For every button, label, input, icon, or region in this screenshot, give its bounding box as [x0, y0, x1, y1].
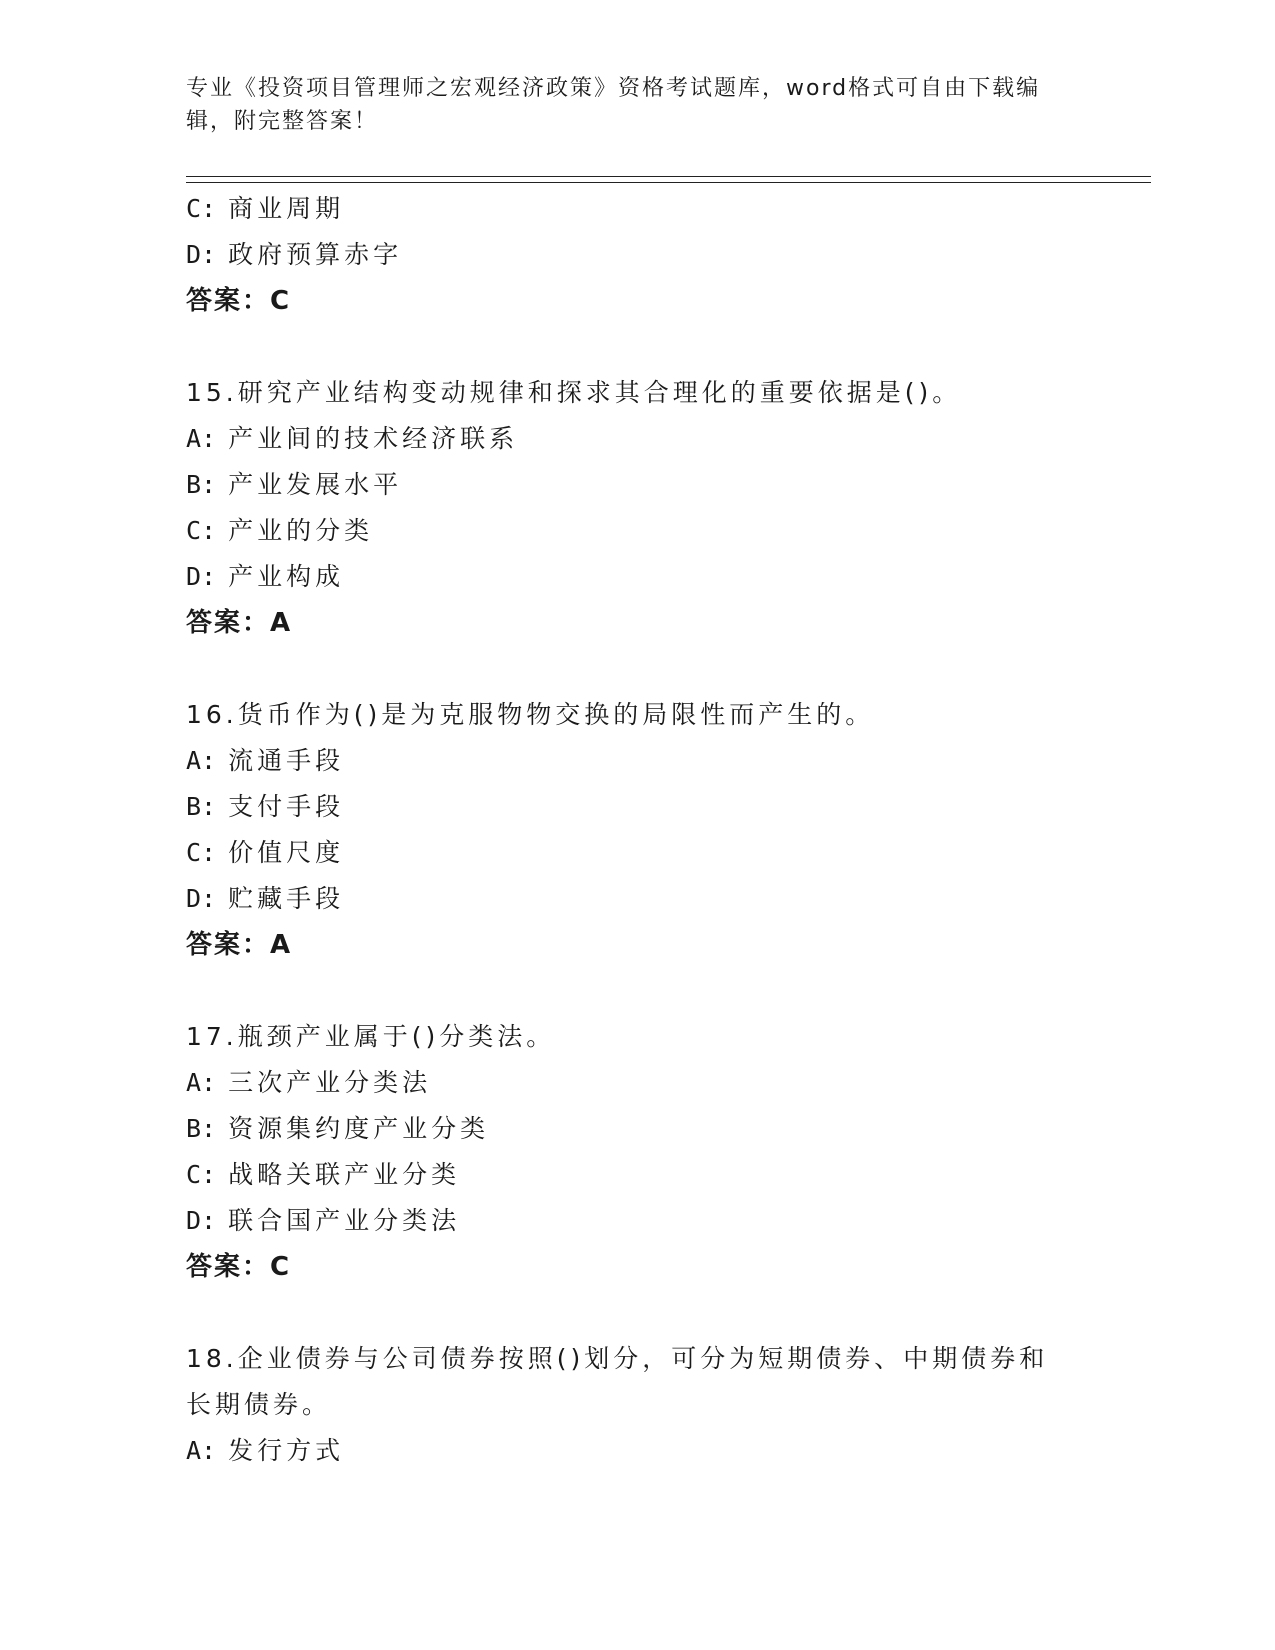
option-text: 产业构成: [228, 562, 345, 591]
option-line: [186, 508, 1086, 554]
option-line: [186, 738, 1086, 784]
option-text: 资源集约度产业分类: [228, 1114, 490, 1143]
option-label: C:: [186, 194, 217, 223]
option-text: 产业的分类: [228, 516, 374, 545]
option-label: D:: [186, 240, 217, 269]
option-label: C:: [186, 1160, 217, 1189]
spacer: [186, 646, 1086, 692]
option-line: [186, 186, 1086, 232]
option-line: [186, 830, 1086, 876]
option-label: A:: [186, 1068, 217, 1097]
option-text: 政府预算赤字: [228, 240, 403, 269]
option-label: B:: [186, 1114, 217, 1143]
option-line: [186, 554, 1086, 600]
option-text: 流通手段: [228, 746, 345, 775]
option-line: [186, 1428, 1086, 1474]
option-label: A:: [186, 746, 217, 775]
answer-line: 答案：C: [186, 1252, 292, 1282]
header-rule-bottom: [186, 182, 1151, 183]
option-label: B:: [186, 470, 217, 499]
option-text: 三次产业分类法: [228, 1068, 432, 1097]
option-line: [186, 232, 1086, 278]
option-label: A:: [186, 424, 217, 453]
option-text: 产业发展水平: [228, 470, 403, 499]
answer-line: 答案：A: [186, 608, 293, 638]
spacer: [186, 1290, 1086, 1336]
question-stem: 16.货币作为()是为克服物物交换的局限性而产生的。: [186, 700, 875, 729]
answer-line: 答案：C: [186, 286, 292, 316]
option-text: 战略关联产业分类: [228, 1160, 461, 1189]
question-stem: 17.瓶颈产业属于()分类法。: [186, 1022, 556, 1051]
spacer: [186, 968, 1086, 1014]
option-line: [186, 1198, 1086, 1244]
option-line: [186, 876, 1086, 922]
option-text: 商业周期: [228, 194, 345, 223]
spacer: [186, 324, 1086, 370]
option-text: 贮藏手段: [228, 884, 345, 913]
option-label: C:: [186, 838, 217, 867]
option-line: [186, 462, 1086, 508]
header-rule-top: [186, 176, 1151, 177]
document-header: 专业《投资项目管理师之宏观经济政策》资格考试题库，word格式可自由下载编辑，附完整答案！: [186, 76, 1041, 134]
option-line: [186, 1060, 1086, 1106]
option-text: 产业间的技术经济联系: [228, 424, 519, 453]
question-content: [186, 186, 1086, 1474]
option-label: C:: [186, 516, 217, 545]
answer-line: 答案：A: [186, 930, 293, 960]
question-stem: 18.企业债券与公司债券按照()划分，可分为短期债券、中期债券和长期债券。: [186, 1344, 1049, 1419]
option-text: 价值尺度: [228, 838, 345, 867]
option-label: D:: [186, 1206, 217, 1235]
option-line: [186, 784, 1086, 830]
option-label: B:: [186, 792, 217, 821]
option-text: 发行方式: [228, 1436, 345, 1465]
question-stem: 15.研究产业结构变动规律和探求其合理化的重要依据是()。: [186, 378, 962, 407]
option-label: D:: [186, 884, 217, 913]
option-text: 联合国产业分类法: [228, 1206, 461, 1235]
option-line: [186, 1106, 1086, 1152]
option-line: [186, 1152, 1086, 1198]
option-text: 支付手段: [228, 792, 345, 821]
option-label: D:: [186, 562, 217, 591]
option-label: A:: [186, 1436, 217, 1465]
option-line: [186, 416, 1086, 462]
